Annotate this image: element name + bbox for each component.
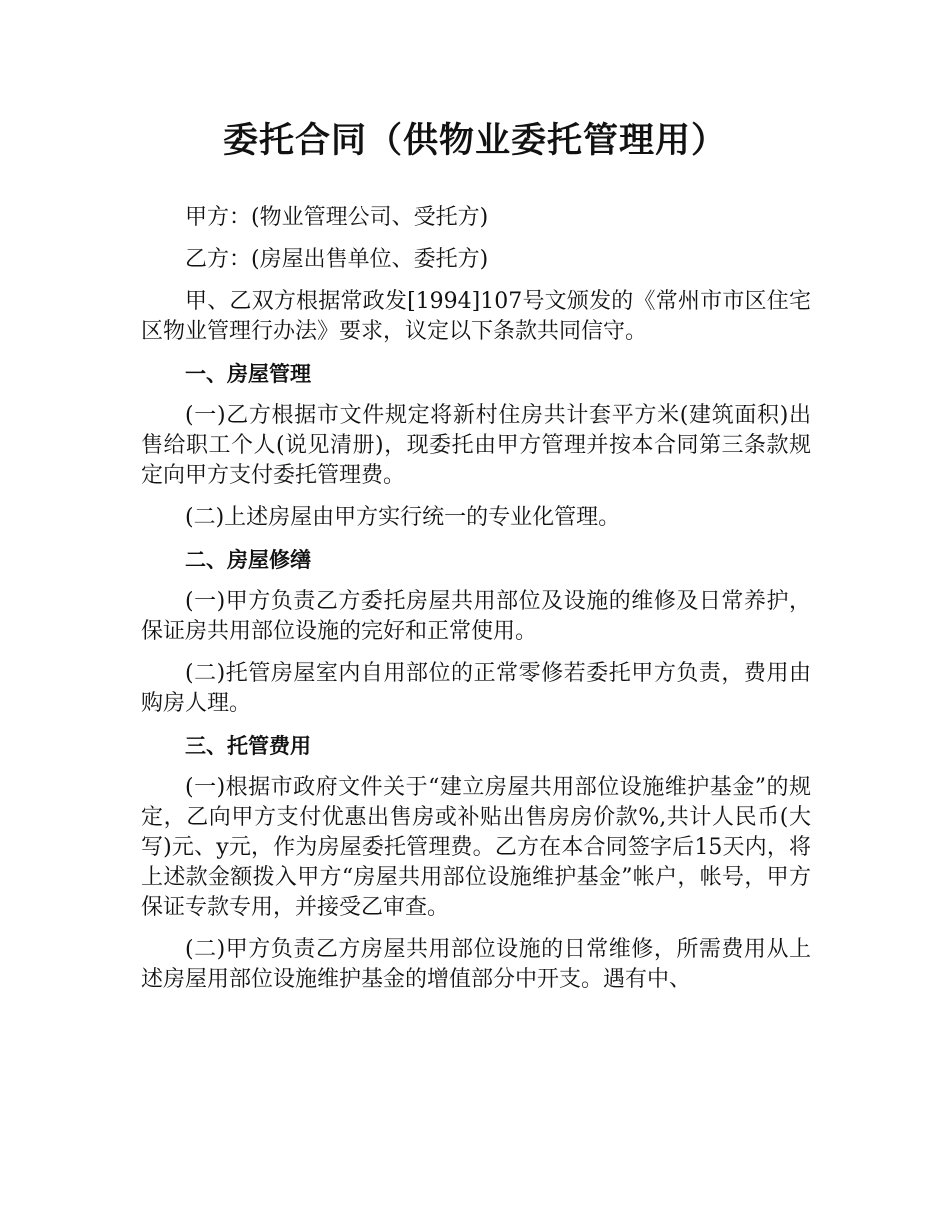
document-body (141, 203, 811, 995)
section-paragraph: (一)甲方负责乙方委托房屋共用部位及设施的维修及日常养护，保证房共用部位设施的完好和正常使用。 (141, 589, 811, 644)
section-heading: 二、房屋修缮 (185, 548, 311, 572)
section-paragraph: (一)根据市政府文件关于“建立房屋共用部位设施维护基金”的规定，乙向甲方支付优惠出售房或补贴出售房房价款%,共计人民币(大写)元、y元，作为房屋委托管理费。乙方在本合同签字后15天内，将上述款金额拨入甲方“房屋共用部位设施维护基金”帐户，帐号，甲方保证专款专用，并接受乙审查。 (141, 775, 811, 920)
section-trust-fees (141, 731, 811, 995)
party-a: 甲方：(物业管理公司、受托方) (185, 205, 489, 230)
section-housing-repair (141, 545, 811, 719)
section-housing-management (141, 359, 811, 533)
section-paragraph: (二)托管房屋室内自用部位的正常零修若委托甲方负责，费用由购房人理。 (141, 661, 811, 716)
section-heading: 一、房屋管理 (185, 362, 311, 386)
party-b: 乙方：(房屋出售单位、委托方) (185, 247, 489, 272)
document-title: 委托合同（供物业委托管理用） (222, 121, 727, 161)
section-paragraph: (二)上述房屋由甲方实行统一的专业化管理。 (185, 505, 621, 530)
section-paragraph: (一)乙方根据市文件规定将新村住房共计套平方米(建筑面积)出售给职工个人(说见清册)，现委托由甲方管理并按本合同第三条款规定向甲方支付委托管理费。 (141, 403, 811, 488)
section-heading: 三、托管费用 (185, 734, 311, 758)
intro-paragraph: 甲、乙双方根据常政发[1994]107号文颁发的《常州市市区住宅区物业管理行办法》要求，议定以下条款共同信守。 (141, 289, 811, 344)
section-paragraph: (二)甲方负责乙方房屋共用部位设施的日常维修，所需费用从上述房屋用部位设施维护基金的增值部分中开支。遇有中、 (141, 937, 811, 992)
